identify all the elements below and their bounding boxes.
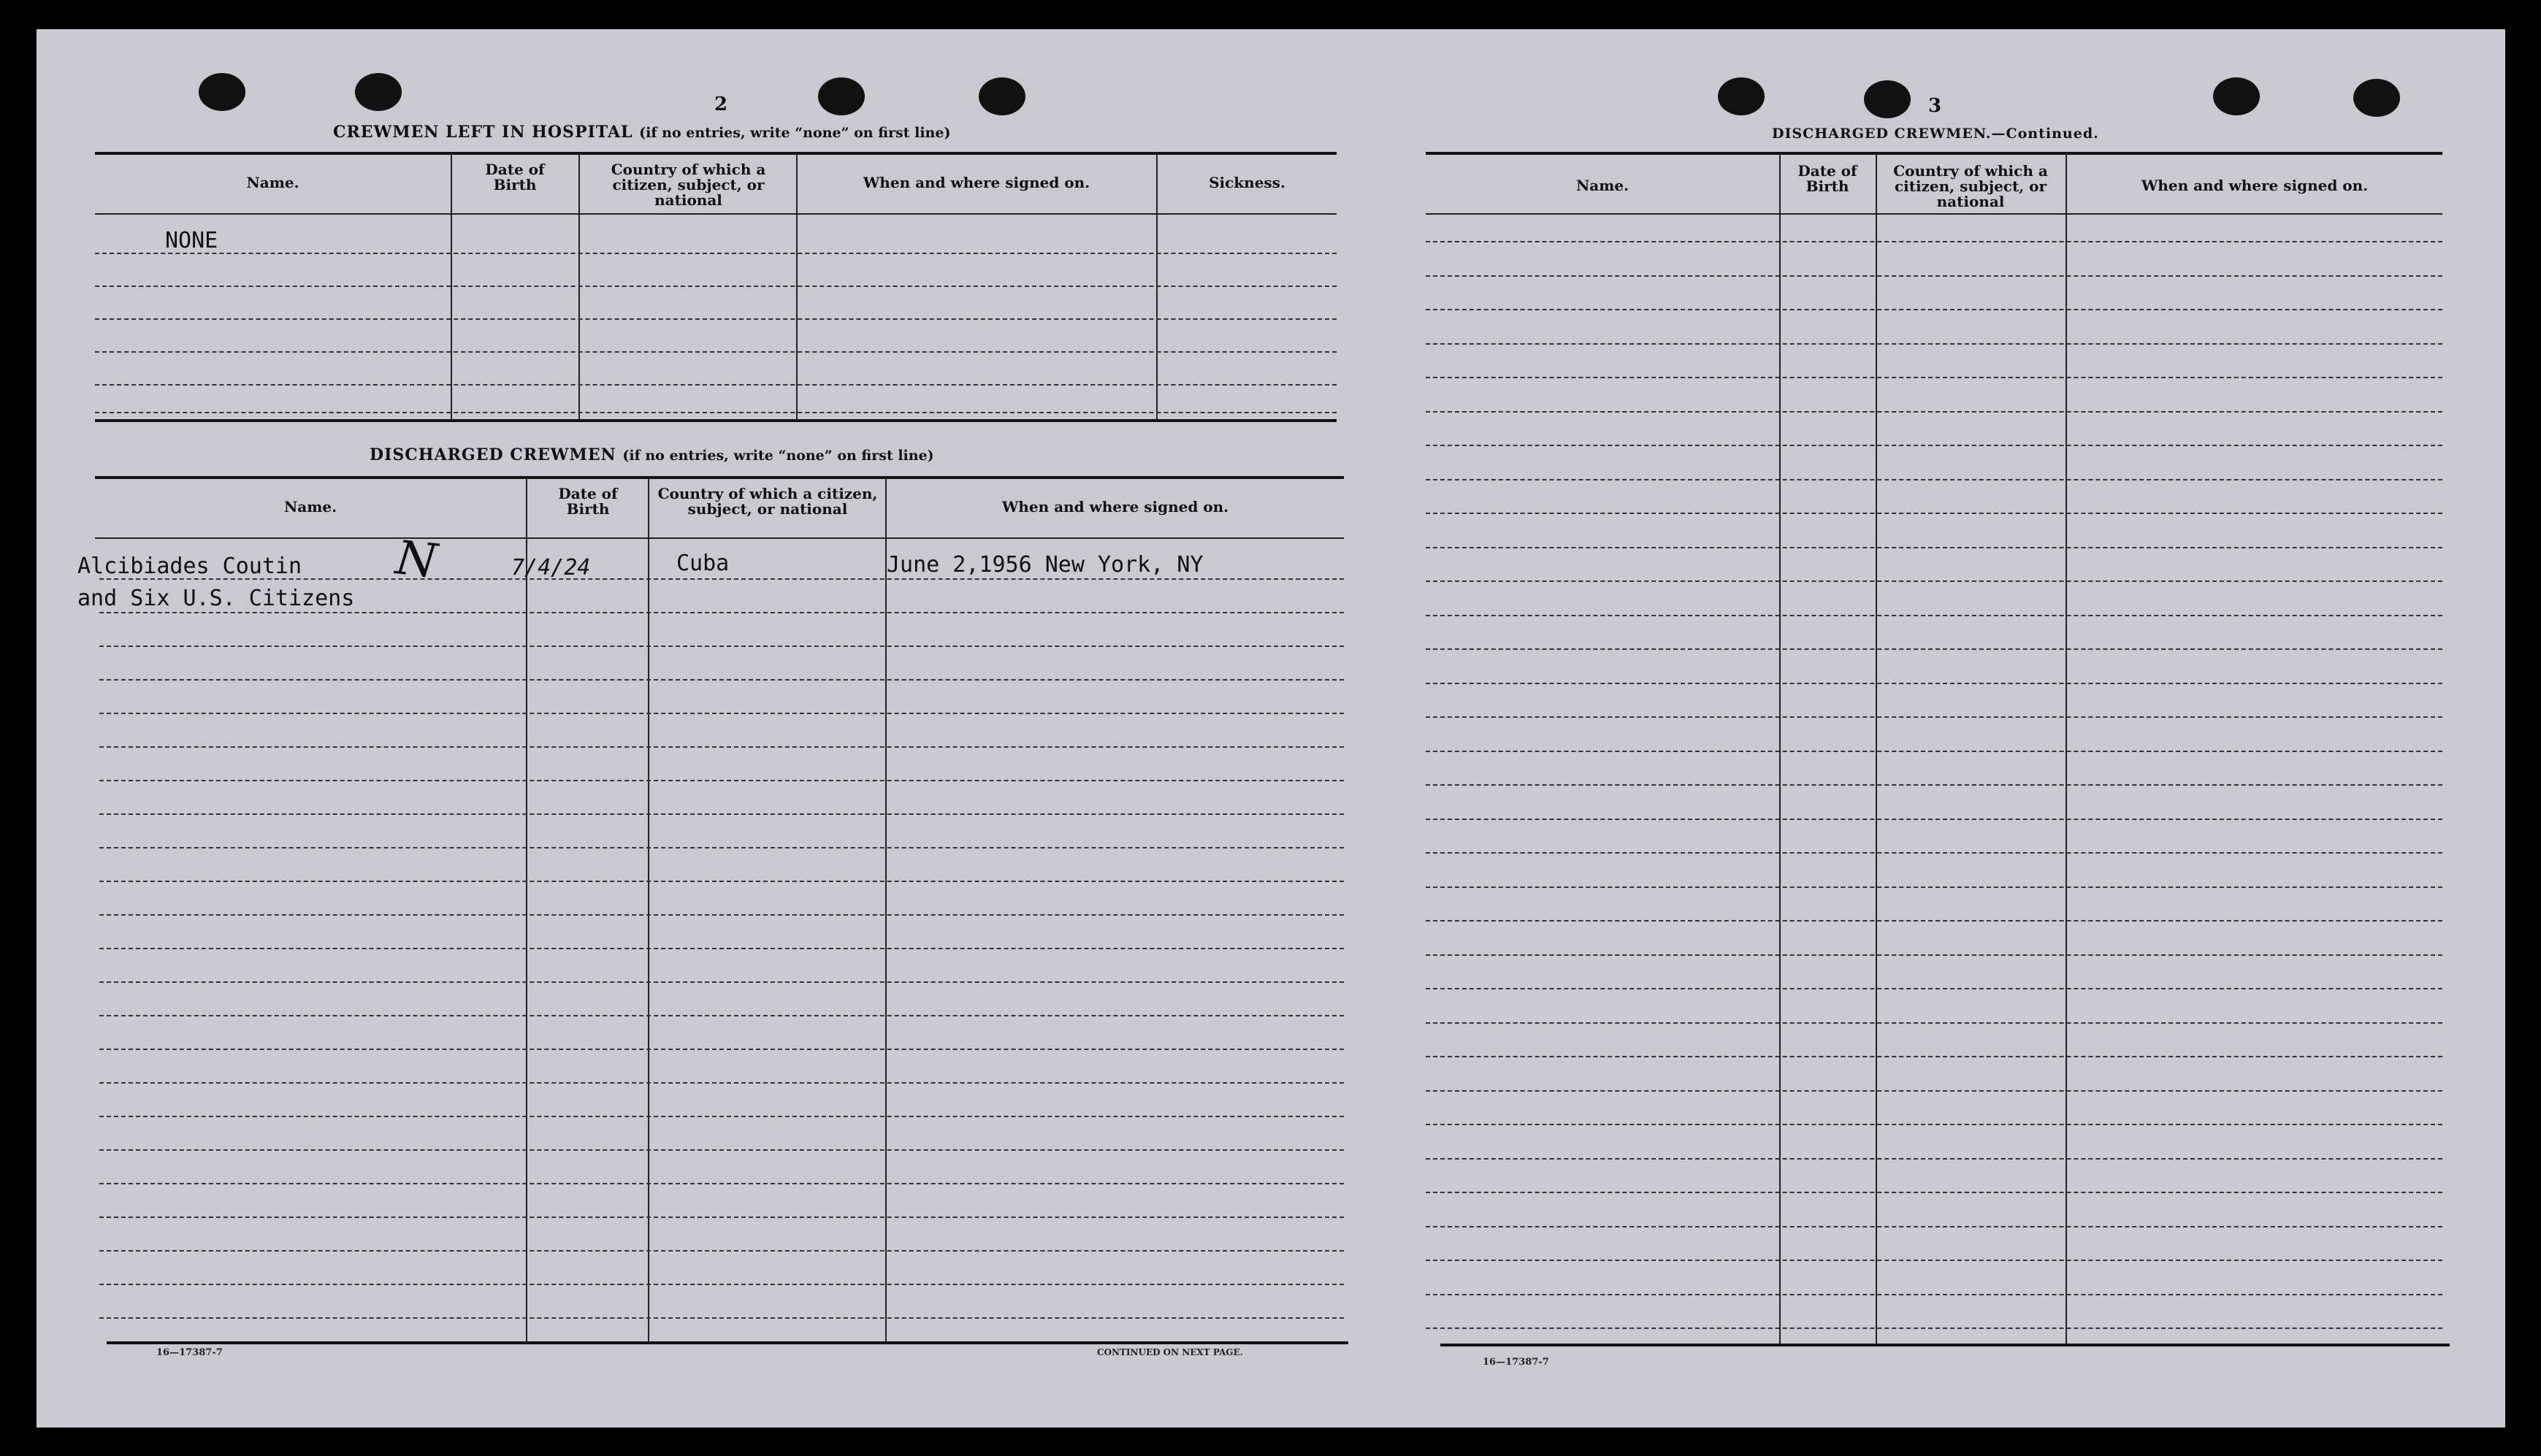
entry-line	[1426, 581, 2442, 582]
entry-line	[1426, 343, 2442, 345]
right-col-divider	[1876, 153, 1877, 1344]
entry-line	[1426, 784, 2442, 786]
entry-line	[1426, 1022, 2442, 1024]
entry-line	[99, 1284, 1344, 1285]
entry-line	[1426, 886, 2442, 888]
discharged-col-divider	[885, 478, 887, 1341]
hospital-entry-none: NONE	[165, 228, 218, 253]
crewman-country: Cuba	[676, 551, 730, 576]
discharged-col-country: Country of which a citizen, subject, or national	[657, 485, 878, 518]
entry-line	[99, 981, 1344, 983]
entry-line	[1426, 479, 2442, 480]
crewman-mark: N	[393, 531, 440, 589]
right-section-title: DISCHARGED CREWMEN.—Continued.	[1772, 126, 2099, 142]
punch-hole	[1718, 77, 1765, 115]
discharged-section-title	[370, 445, 934, 464]
hospital-col-country: Country of which a citizen, subject, or national	[611, 161, 766, 209]
entry-line	[99, 679, 1344, 681]
hospital-instruction: (if no entries, write “none” on first line)	[639, 125, 951, 141]
entry-line	[1426, 241, 2442, 242]
entry-line	[1426, 1294, 2442, 1295]
entry-line	[99, 1082, 1344, 1084]
punch-hole	[818, 77, 865, 115]
entry-line	[99, 1015, 1344, 1016]
hospital-title: CREWMEN LEFT IN HOSPITAL	[333, 123, 633, 142]
entry-line	[99, 1149, 1344, 1151]
crewman-name-continued: and Six U.S. Citizens	[77, 586, 355, 611]
entry-line	[95, 412, 1337, 413]
punch-hole	[1864, 80, 1911, 118]
entry-line	[95, 286, 1337, 287]
entry-line	[1426, 377, 2442, 378]
discharged-instruction: (if no entries, write “none” on first line)	[622, 448, 934, 464]
entry-line	[1426, 683, 2442, 684]
entry-line	[1426, 1056, 2442, 1057]
punch-hole	[355, 73, 402, 111]
entry-line	[99, 1116, 1344, 1117]
crewman-dob: 7/4/24	[511, 555, 591, 581]
discharged-col-signed: When and where signed on.	[1001, 498, 1229, 516]
entry-line	[95, 351, 1337, 353]
hospital-bottom-rule	[95, 419, 1337, 422]
entry-line	[1426, 920, 2442, 922]
hospital-header-rule	[95, 213, 1337, 215]
discharged-col-divider	[526, 478, 527, 1341]
entry-line	[1426, 1192, 2442, 1193]
hospital-section-title	[333, 123, 950, 142]
discharged-bottom-rule	[107, 1341, 1348, 1344]
right-col-name: Name.	[1575, 177, 1629, 194]
right-page-number: 3	[1928, 95, 1942, 117]
left-page-number: 2	[714, 93, 728, 115]
punch-hole	[2353, 79, 2400, 117]
right-col-country: Country of which a citizen, subject, or national	[1893, 162, 2048, 210]
entry-line	[99, 746, 1344, 748]
entry-line	[1426, 1124, 2442, 1125]
discharged-col-divider	[648, 478, 649, 1341]
entry-line	[1426, 411, 2442, 413]
right-bottom-rule	[1440, 1344, 2450, 1346]
discharged-top-rule	[95, 476, 1344, 479]
entry-line	[99, 914, 1344, 916]
right-col-dob: Date of Birth	[1797, 162, 1857, 195]
punch-hole	[2213, 77, 2260, 115]
entry-line	[99, 780, 1344, 781]
crewman-signed-on: June 2,1956 New York, NY	[887, 552, 1204, 578]
hospital-col-sickness: Sickness.	[1209, 174, 1285, 191]
right-top-rule	[1426, 152, 2442, 155]
right-col-divider	[1779, 153, 1781, 1344]
entry-line	[1426, 1327, 2442, 1329]
entry-line	[1426, 1226, 2442, 1227]
right-header-rule	[1426, 213, 2442, 215]
punch-hole	[199, 73, 245, 111]
right-col-signed: When and where signed on.	[2141, 177, 2369, 194]
entry-line	[1426, 309, 2442, 310]
hospital-col-name: Name.	[246, 174, 299, 191]
continued-note: CONTINUED ON NEXT PAGE.	[1097, 1347, 1243, 1357]
discharged-header-rule	[95, 537, 1344, 539]
entry-line	[1426, 819, 2442, 820]
entry-line	[1426, 852, 2442, 854]
entry-line	[99, 1049, 1344, 1050]
entry-line	[1426, 445, 2442, 446]
entry-line	[1426, 1158, 2442, 1160]
left-form-number: 16—17387-7	[156, 1347, 223, 1358]
entry-line	[99, 1317, 1344, 1319]
hospital-col-dob: Date of Birth	[485, 161, 545, 194]
entry-line	[95, 318, 1337, 320]
entry-line	[99, 948, 1344, 949]
entry-line	[99, 612, 1344, 613]
discharged-title: DISCHARGED CREWMEN	[370, 445, 616, 464]
entry-line	[1426, 513, 2442, 514]
hospital-col-signed: When and where signed on.	[863, 174, 1090, 191]
entry-line	[1426, 275, 2442, 277]
right-form-number: 16—17387-7	[1483, 1357, 1549, 1368]
hospital-top-rule	[95, 152, 1337, 155]
entry-line	[99, 645, 1344, 647]
entry-line	[1426, 648, 2442, 650]
entry-line	[99, 1216, 1344, 1218]
entry-line	[1426, 615, 2442, 616]
entry-line	[99, 713, 1344, 714]
punch-hole	[979, 77, 1025, 115]
discharged-col-name: Name.	[283, 498, 337, 516]
right-col-divider	[2066, 153, 2067, 1344]
entry-line	[99, 847, 1344, 848]
entry-line	[99, 813, 1344, 815]
entry-line	[1426, 1090, 2442, 1092]
entry-line	[99, 1250, 1344, 1252]
document-sheet	[37, 29, 2505, 1428]
entry-line	[1426, 547, 2442, 548]
entry-line	[1426, 716, 2442, 718]
entry-line	[99, 881, 1344, 882]
entry-line	[99, 1183, 1344, 1184]
entry-line	[1426, 988, 2442, 989]
entry-line	[1426, 954, 2442, 956]
entry-line	[1426, 1260, 2442, 1261]
entry-line	[1426, 751, 2442, 752]
entry-line	[95, 384, 1337, 386]
discharged-col-dob: Date of Birth	[558, 485, 618, 518]
crewman-name: Alcibiades Coutin	[77, 553, 302, 579]
entry-line	[95, 253, 1337, 254]
